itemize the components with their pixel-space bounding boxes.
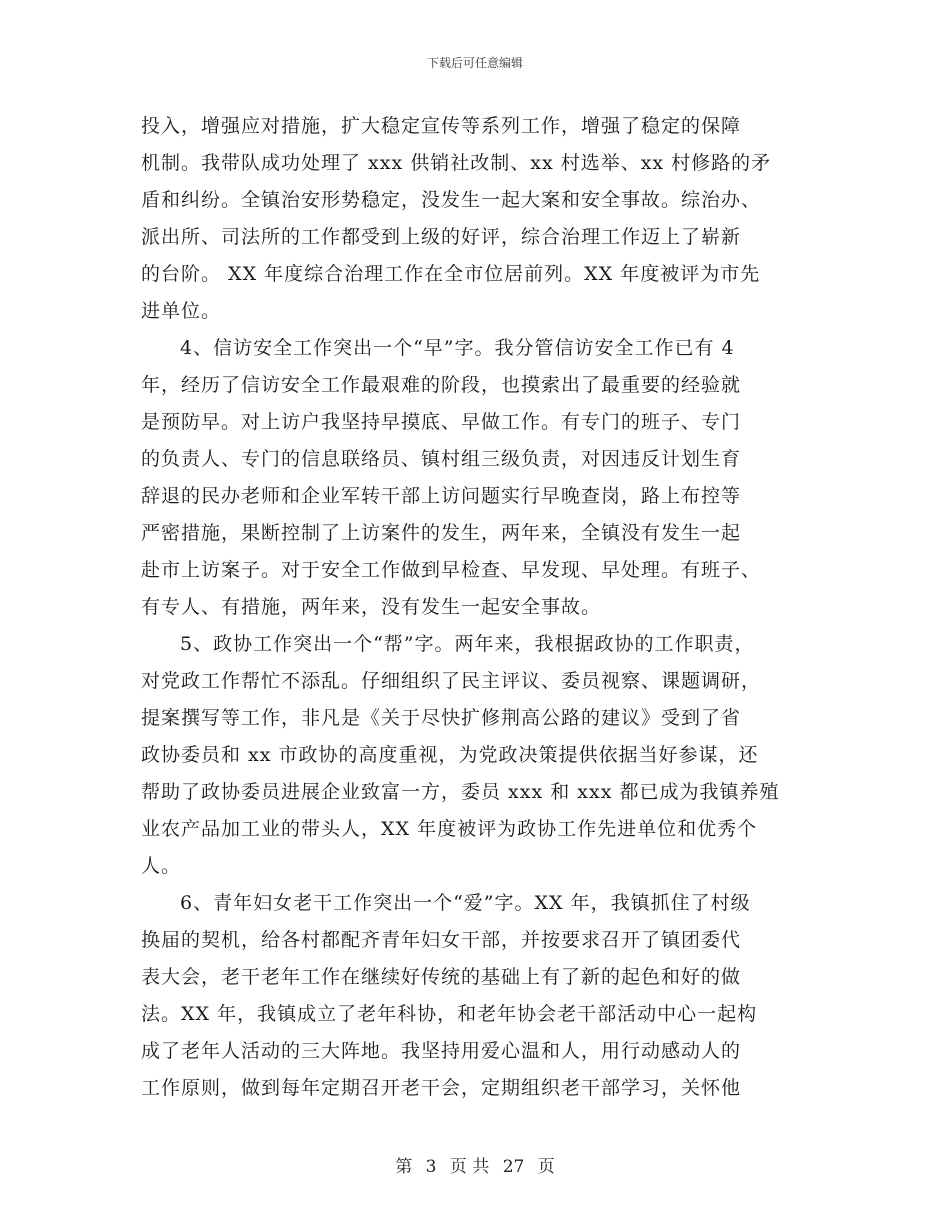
page-header: 下载后可任意编辑 <box>426 56 523 70</box>
text-line: 机制。我带队成功处理了 xxx 供销社改制、xx 村选举、xx 村修路的矛 <box>141 152 772 174</box>
text-line: 赴市上访案子。对于安全工作做到早检查、早发现、早处理。有班子、 <box>141 559 762 581</box>
text-line: 成了老年人活动的三大阵地。我坚持用爱心温和人，用行动感动人的 <box>141 1040 742 1062</box>
text-line: 政协委员和 xx 市政协的高度重视，为党政决策提供依据当好参谋，还 <box>141 744 759 766</box>
text-line: 辞退的民办老师和企业军转干部上访问题实行早晚查岗，路上布控等 <box>141 485 742 507</box>
text-line: 的台阶。 XX 年度综合治理工作在全市位居前列。XX 年度被评为市先 <box>141 263 761 285</box>
text-line: 对党政工作帮忙不添乱。仔细组织了民主评议、委员视察、课题调研， <box>141 670 762 692</box>
paragraph-start-line: 5、政协工作突出一个“帮”字。两年来，我根据政协的工作职责， <box>180 633 755 655</box>
page-footer <box>0 1152 950 1177</box>
text-line: 工作原则，做到每年定期召开老干会，定期组织老干部学习，关怀他 <box>141 1077 742 1099</box>
page-number-prefix: 第 <box>395 1157 413 1177</box>
current-page-number: 3 <box>425 1157 437 1177</box>
paragraph-start-line: 4、信访安全工作突出一个“早”字。我分管信访安全工作已有 4 <box>180 337 735 359</box>
text-line: 业农产品加工业的带头人，XX 年度被评为政协工作先进单位和优秀个 <box>141 818 758 840</box>
text-line: 盾和纠纷。全镇治安形势稳定，没发生一起大案和安全事故。综治办、 <box>141 189 762 211</box>
paragraph-start-line: 6、青年妇女老干工作突出一个“爱”字。XX 年，我镇抓住了村级 <box>180 892 751 914</box>
text-line: 人。 <box>141 855 182 877</box>
text-line: 表大会，老干老年工作在继续好传统的基础上有了新的起色和好的做 <box>141 966 742 988</box>
page-number-middle: 页 共 <box>449 1157 490 1177</box>
text-line: 换届的契机，给各村都配齐青年妇女干部，并按要求召开了镇团委代 <box>141 929 742 951</box>
page-number-suffix: 页 <box>537 1157 555 1177</box>
text-line: 严密措施，果断控制了上访案件的发生，两年来，全镇没有发生一起 <box>141 522 742 544</box>
text-line: 投入，增强应对措施，扩大稳定宣传等系列工作，增强了稳定的保障 <box>141 115 742 137</box>
text-line: 提案撰写等工作，非凡是《关于尽快扩修荆高公路的建议》受到了省 <box>141 707 742 729</box>
text-line: 派出所、司法所的工作都受到上级的好评，综合治理工作迈上了崭新 <box>141 226 742 248</box>
text-line: 的负责人、专门的信息联络员、镇村组三级负责，对因违反计划生育 <box>141 448 742 470</box>
text-line: 法。XX 年，我镇成立了老年科协，和老年协会老干部活动中心一起构 <box>141 1003 758 1025</box>
total-page-count: 27 <box>502 1157 525 1177</box>
text-line: 年，经历了信访安全工作最艰难的阶段，也摸索出了最重要的经验就 <box>141 374 742 396</box>
text-line: 是预防早。对上访户我坚持早摸底、早做工作。有专门的班子、专门 <box>141 411 742 433</box>
text-line: 进单位。 <box>141 300 222 322</box>
document-body <box>141 108 821 1107</box>
text-line: 有专人、有措施，两年来，没有发生一起安全事故。 <box>141 596 602 618</box>
text-line: 帮助了政协委员进展企业致富一方，委员 xxx 和 xxx 都已成为我镇养殖 <box>141 781 780 803</box>
